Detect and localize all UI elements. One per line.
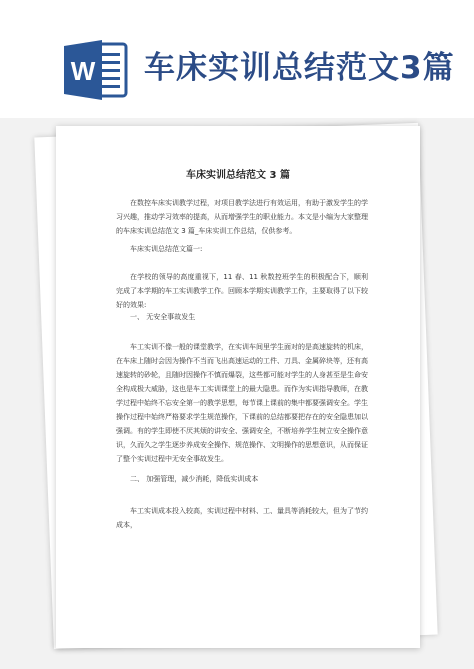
paragraph-2: 车工实训不像一般的课堂教学，在实训车间里学生面对的是高速旋转的机床，在车床上随时会因为操作不当而飞出高速运动的工件、刀具、金属碎块等，还有高速旋转的砂轮，且随时因操作不慎而爆裂，这些都可能对学生的人身甚至是生命安全构成极大威胁，这也是车工实训课堂上的最大隐患。而作为实训指导教师，在教学过程中始终不忘安全第一的教学思想，每节课上课前的集中都要强调安全。学生操作过程中始终严格要求学生规范操作，下课前的总结都要把存在的安全隐患加以强调。有的学生即使不厌其烦的讲安全、强调安全，不断培养学生树立安全操作意识，久而久之学生逐步养成安全操作、规范操作、文明操作的思想意识，从而保证了整个实训过程中无安全事故发生。 [116, 343, 368, 463]
section-label: 车床实训总结范文篇一: [130, 245, 203, 253]
word-logo-letter: W [70, 56, 96, 86]
microsoft-word-icon [62, 36, 130, 104]
heading-2: 二、 加强管理，减少消耗，降低实训成本 [130, 475, 259, 483]
paragraph-3: 车工实训成本投入较高，实训过程中材料、工、量具等消耗较大，但为了节约成本， [116, 507, 368, 529]
intro-paragraph: 在数控车床实训教学过程，对项目教学法进行有效运用，有助于激发学生的学习兴趣，推动学习效率的提高，从而增强学生的职业能力。本文是小编为大家整理的车床实训总结范文 3 篇_车床实训工作总结，仅供参考。 [116, 199, 368, 235]
heading-1: 一、 无安全事故发生 [130, 313, 196, 321]
banner [0, 0, 474, 130]
paragraph-1: 在学校的领导的高度重视下，11 春、11 秋数控班学生的积极配合下，顺利完成了本学期的车工实训教学工作。回顾本学期实训教学工作，主要取得了以下较好的效果: [116, 273, 368, 309]
document-page [56, 126, 420, 648]
page-title: 车床实训总结范文3篇 [144, 50, 455, 86]
document-title: 车床实训总结范文 3 篇 [186, 170, 290, 181]
